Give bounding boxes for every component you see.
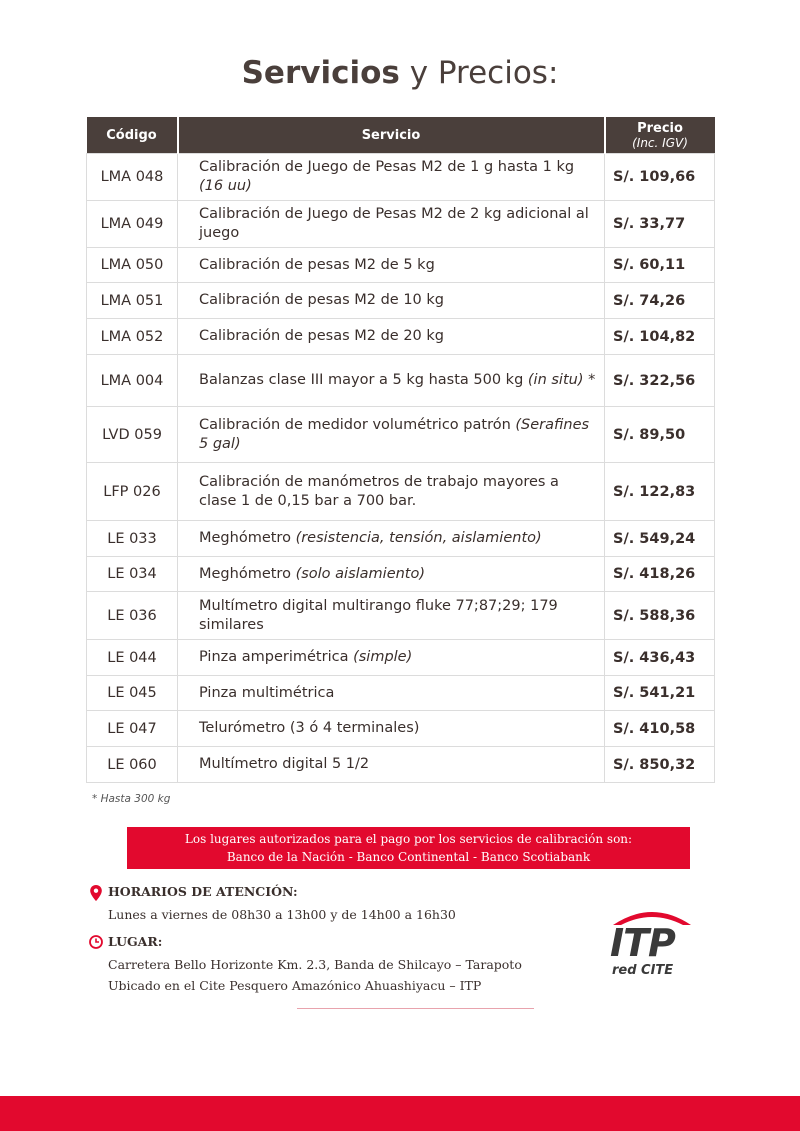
place-line-1: Carretera Bello Horizonte Km. 2.3, Banda de Shilcayo – Tarapoto [108, 957, 522, 972]
clock-icon [89, 935, 103, 949]
itp-logo [608, 905, 698, 985]
header-code: Código [87, 117, 178, 154]
logo-main: ITP [610, 921, 675, 965]
row-service-text: Calibración de pesas M2 de 10 kg [199, 292, 444, 308]
table-row [87, 154, 715, 201]
row-service [178, 640, 605, 676]
row-price: S/. 541,21 [605, 676, 715, 711]
payment-line-1: Los lugares autorizados para el pago por los servicios de calibración son: [184, 832, 633, 846]
row-service-note: (Serafines 5 gal) [199, 416, 590, 452]
table-row [87, 747, 715, 783]
bottom-bar [0, 1096, 800, 1131]
row-service [178, 355, 605, 407]
table-row [87, 201, 715, 248]
hours-label: HORARIOS DE ATENCIÓN: [108, 884, 298, 899]
row-code: LMA 049 [87, 201, 178, 248]
table-row [87, 283, 715, 319]
row-service [178, 557, 605, 592]
row-service [178, 711, 605, 747]
row-service-text: Multímetro digital multirango fluke 77;87;29; 179 similares [199, 597, 558, 633]
divider [297, 1008, 534, 1009]
row-price: S/. 436,43 [605, 640, 715, 676]
row-price: S/. 418,26 [605, 557, 715, 592]
row-price: S/. 850,32 [605, 747, 715, 783]
row-service-text: Calibración de medidor volumétrico patrón [199, 416, 511, 433]
header-service: Servicio [178, 117, 605, 154]
row-code: LE 036 [87, 592, 178, 640]
row-service-text: Balanzas clase III mayor a 5 kg hasta 500 kg [199, 372, 524, 388]
row-code: LE 044 [87, 640, 178, 676]
row-price: S/. 122,83 [605, 463, 715, 521]
row-service-note: (16 uu) [199, 178, 252, 194]
row-service [178, 283, 605, 319]
row-code: LMA 051 [87, 283, 178, 319]
hours-text: Lunes a viernes de 08h30 a 13h00 y de 14h00 a 16h30 [108, 907, 456, 922]
row-code: LE 034 [87, 557, 178, 592]
row-service-note: (solo aislamiento) [295, 565, 426, 582]
row-service-text: Meghómetro [199, 530, 291, 546]
table-row [87, 521, 715, 557]
table-row [87, 640, 715, 676]
row-service [178, 407, 605, 463]
row-price: S/. 60,11 [605, 248, 715, 283]
row-service-text: Multímetro digital 5 1/2 [199, 756, 370, 772]
header-price [605, 117, 715, 154]
row-service [178, 248, 605, 283]
payment-line-2: Banco de la Nación - Banco Continental - Banco Scotiabank [226, 850, 591, 864]
row-code: LMA 048 [87, 154, 178, 201]
hours-section [89, 884, 456, 922]
row-service-asterisk: * [583, 372, 596, 388]
row-service-note: (in situ) [527, 372, 584, 388]
title-bold: Servicios [241, 55, 400, 91]
row-service-text: Calibración de pesas M2 de 5 kg [199, 256, 435, 273]
row-price: S/. 322,56 [605, 355, 715, 407]
row-price: S/. 109,66 [605, 154, 715, 201]
price-table [86, 117, 715, 783]
row-service [178, 676, 605, 711]
row-code: LE 060 [87, 747, 178, 783]
row-code: LE 045 [87, 676, 178, 711]
map-pin-icon [89, 885, 103, 899]
table-row [87, 248, 715, 283]
row-service-note: (simple) [353, 649, 413, 665]
table-row [87, 592, 715, 640]
header-price-sub: (Inc. IGV) [632, 135, 688, 150]
table-row [87, 676, 715, 711]
row-service-text: Calibración de manómetros de trabajo mayores a clase 1 de 0,15 bar a 700 bar. [199, 473, 559, 509]
row-service [178, 592, 605, 640]
row-service-text: Telurómetro (3 ó 4 terminales) [199, 720, 420, 736]
logo-sub: red CITE [612, 963, 674, 978]
table-row [87, 407, 715, 463]
row-code: LVD 059 [87, 407, 178, 463]
row-service-text: Calibración de pesas M2 de 20 kg [199, 328, 444, 344]
row-price: S/. 410,58 [605, 711, 715, 747]
row-service-text: Pinza multimétrica [199, 684, 335, 701]
row-service-text: Pinza amperimétrica [199, 649, 349, 665]
row-service-note: (resistencia, tensión, aislamiento) [295, 530, 542, 546]
row-code: LMA 004 [87, 355, 178, 407]
row-code: LE 047 [87, 711, 178, 747]
row-code: LFP 026 [87, 463, 178, 521]
table-header-row [87, 117, 715, 154]
row-service [178, 154, 605, 201]
row-service [178, 747, 605, 783]
row-code: LE 033 [87, 521, 178, 557]
place-line-2: Ubicado en el Cite Pesquero Amazónico Ahuashiyacu – ITP [108, 978, 482, 993]
table-row [87, 711, 715, 747]
header-price-label: Precio [637, 120, 683, 136]
title-rest: y Precios: [409, 55, 559, 91]
row-service [178, 521, 605, 557]
row-service-text: Calibración de Juego de Pesas M2 de 1 g hasta 1 kg [199, 159, 575, 175]
row-price: S/. 104,82 [605, 319, 715, 355]
row-service [178, 319, 605, 355]
row-service-text: Meghómetro [199, 565, 291, 582]
place-section [89, 934, 522, 993]
table-row [87, 463, 715, 521]
row-price: S/. 89,50 [605, 407, 715, 463]
place-label: LUGAR: [108, 934, 163, 949]
row-price: S/. 74,26 [605, 283, 715, 319]
row-price: S/. 549,24 [605, 521, 715, 557]
row-price: S/. 33,77 [605, 201, 715, 248]
row-service [178, 463, 605, 521]
row-code: LMA 052 [87, 319, 178, 355]
footnote: * Hasta 300 kg [92, 793, 171, 805]
row-price: S/. 588,36 [605, 592, 715, 640]
row-service-text: Calibración de Juego de Pesas M2 de 2 kg adicional al juego [199, 206, 589, 241]
table-row [87, 319, 715, 355]
row-service [178, 201, 605, 248]
table-row [87, 557, 715, 592]
table-row [87, 355, 715, 407]
page-title [0, 55, 800, 91]
payment-banner [127, 827, 690, 869]
row-code: LMA 050 [87, 248, 178, 283]
